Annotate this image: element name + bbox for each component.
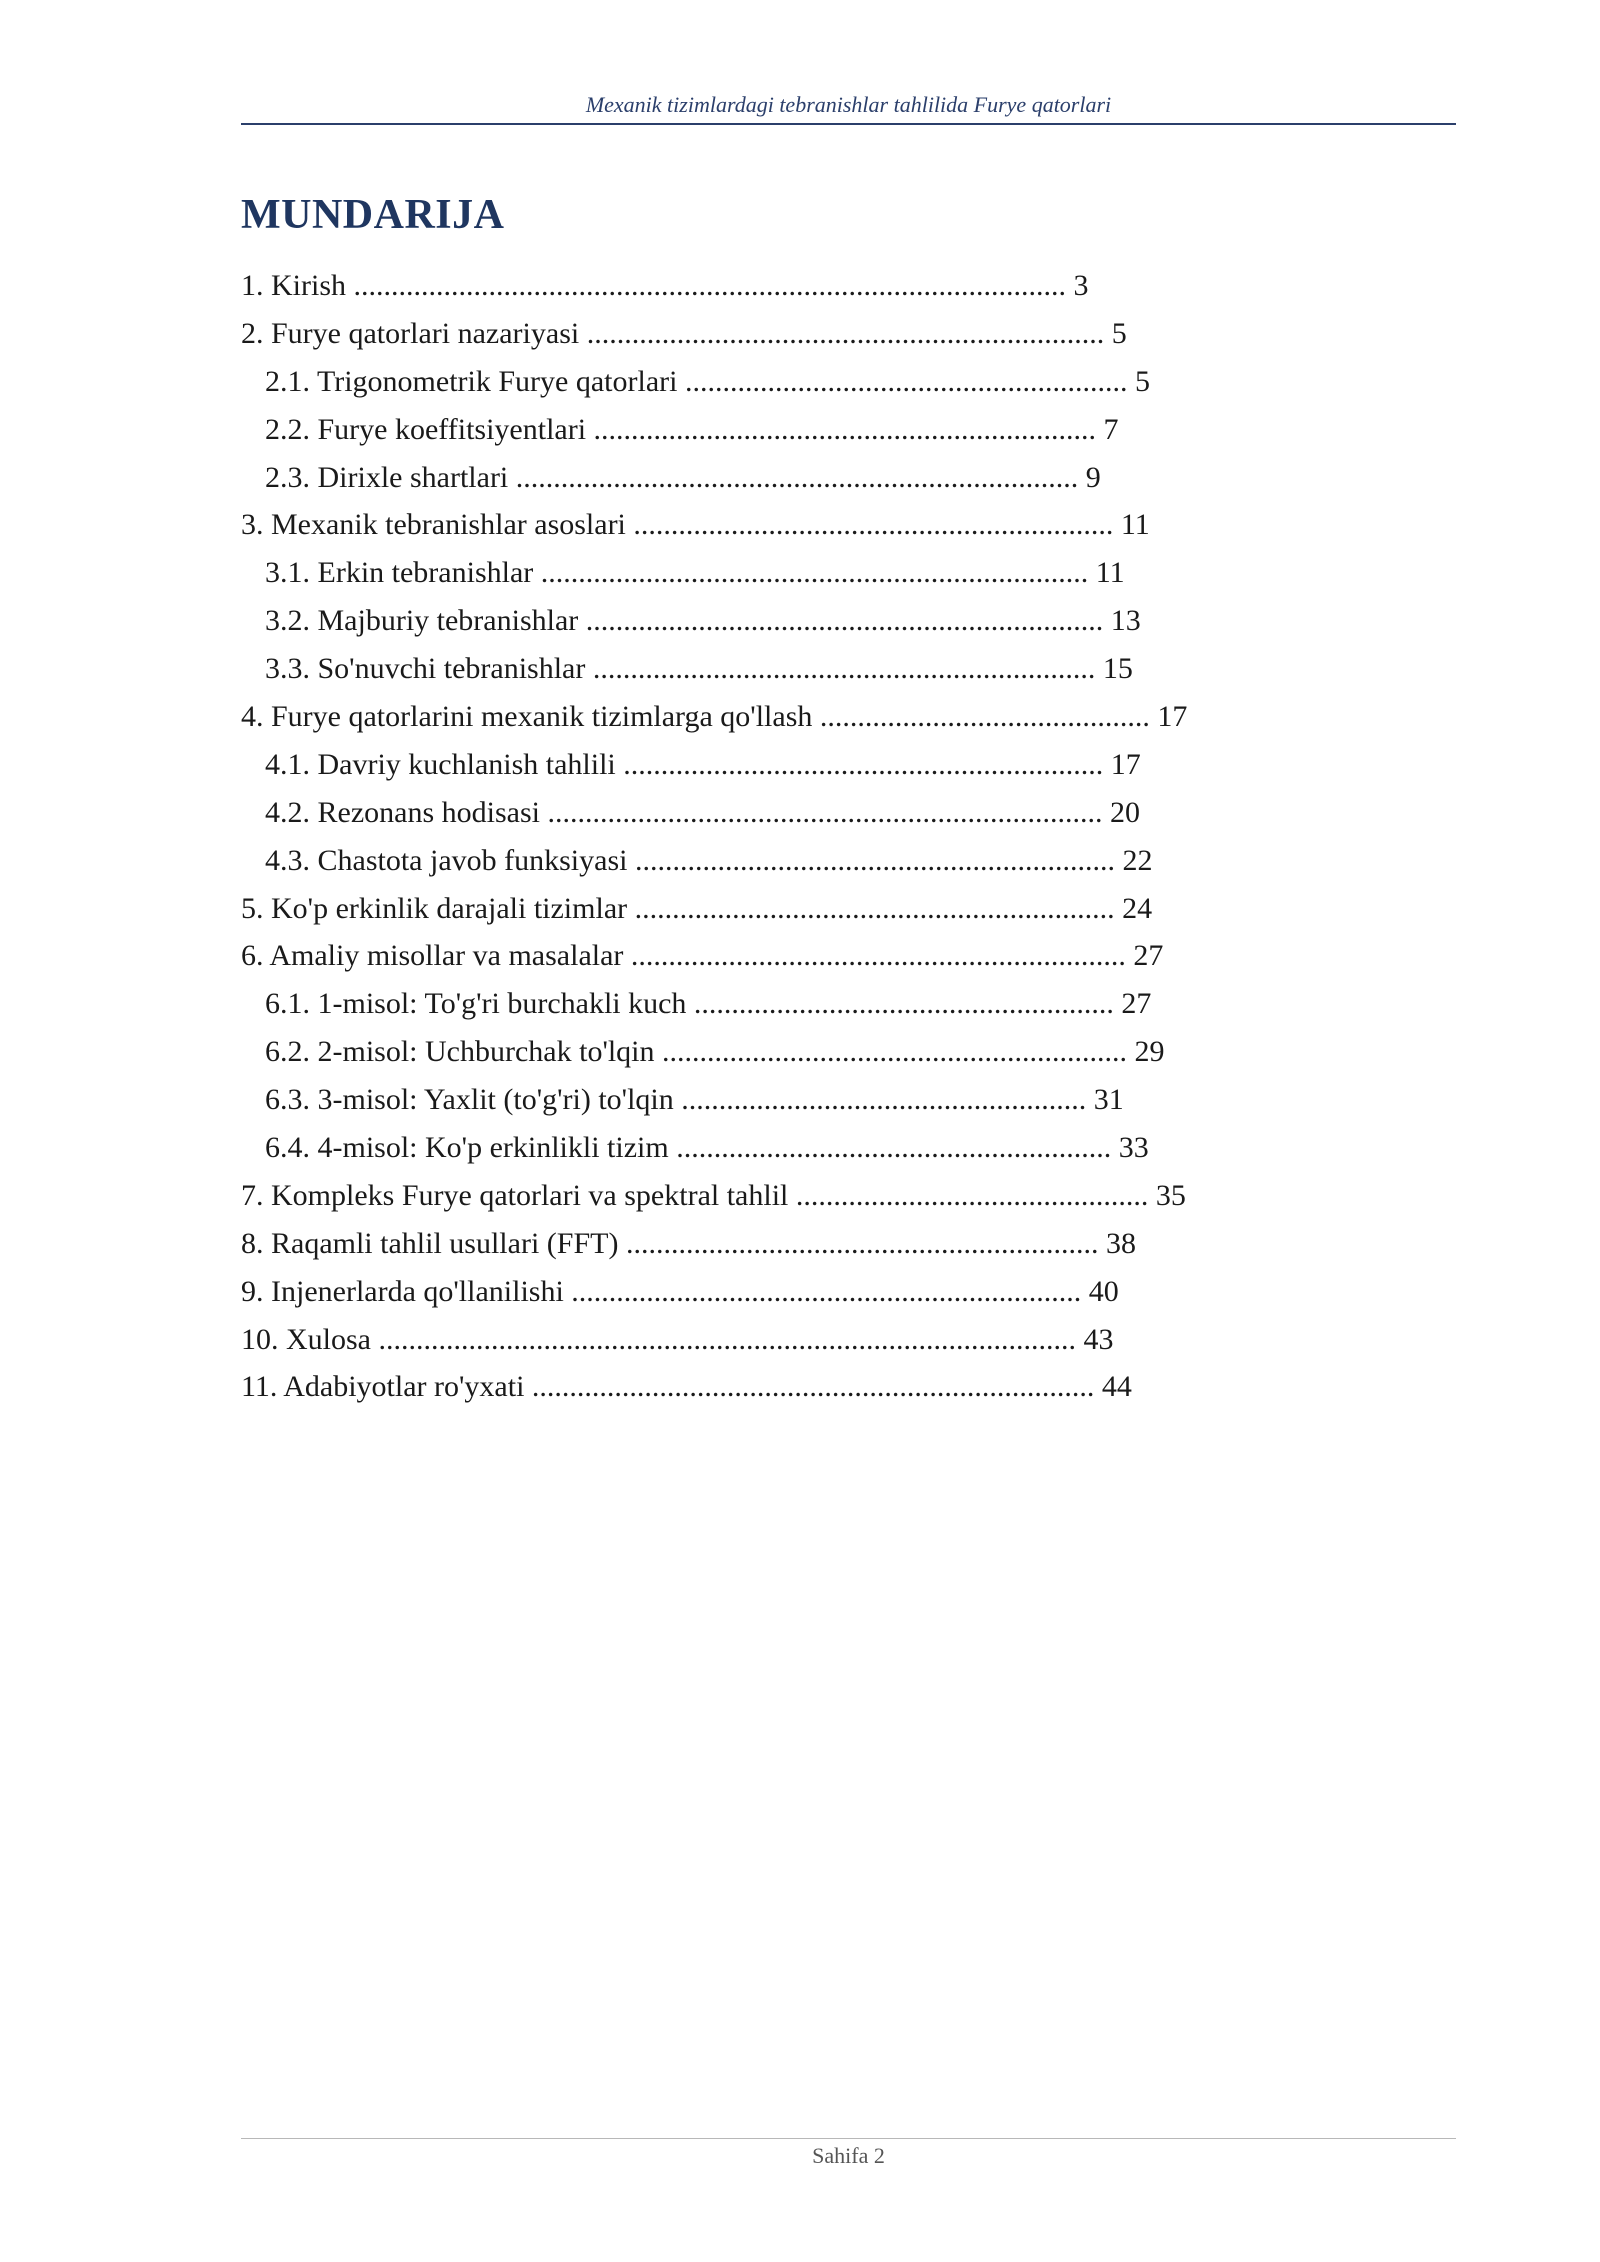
- toc-entry[interactable]: 6. Amaliy misollar va masalalar .................................................................. 27: [241, 939, 1164, 973]
- toc-entry[interactable]: 1. Kirish ............................................................................................... 3: [241, 269, 1089, 302]
- page-number: Sahifa 2: [812, 2143, 885, 2168]
- toc-subentry[interactable]: 2.1. Trigonometrik Furye qatorlari ........................................................... 5: [265, 364, 1150, 398]
- toc-subentry[interactable]: 4.1. Davriy kuchlanish tahlili ................................................................ 17: [265, 747, 1141, 781]
- toc-entry[interactable]: 5. Ko'p erkinlik darajali tizimlar ................................................................ 24: [241, 891, 1153, 925]
- toc-entry[interactable]: 7. Kompleks Furye qatorlari va spektral tahlil ............................................... 35: [241, 1178, 1186, 1212]
- toc-subentry[interactable]: 4.2. Rezonans hodisasi .......................................................................... 20: [265, 795, 1140, 829]
- footer-divider: [241, 2138, 1456, 2139]
- toc-subentry[interactable]: 2.2. Furye koeffitsiyentlari ................................................................... 7: [265, 412, 1119, 446]
- toc-entry[interactable]: 11. Adabiyotlar ro'yxati ........................................................................... 44: [241, 1370, 1132, 1404]
- page-title: MUNDARIJA: [241, 192, 505, 238]
- toc-entry[interactable]: 4. Furye qatorlarini mexanik tizimlarga qo'llash ............................................ 17: [241, 700, 1188, 734]
- toc-subentry[interactable]: 3.2. Majburiy tebranishlar ..................................................................... 13: [265, 604, 1141, 638]
- toc-subentry[interactable]: 6.2. 2-misol: Uchburchak to'lqin .............................................................. 29: [265, 1035, 1165, 1069]
- toc-entry[interactable]: 10. Xulosa ............................................................................................. 43: [241, 1322, 1114, 1356]
- running-header: Mexanik tizimlardagi tebranishlar tahlilida Furye qatorlari: [585, 92, 1112, 117]
- toc-subentry[interactable]: 3.3. So'nuvchi tebranishlar ................................................................... 15: [265, 652, 1133, 686]
- toc-subentry[interactable]: 6.3. 3-misol: Yaxlit (to'g'ri) to'lqin ...................................................... 31: [265, 1083, 1124, 1117]
- header-divider: [241, 123, 1456, 125]
- toc-entry[interactable]: 2. Furye qatorlari nazariyasi ..................................................................... 5: [241, 316, 1127, 350]
- toc-subentry[interactable]: 3.1. Erkin tebranishlar ......................................................................... 11: [265, 556, 1125, 590]
- toc-subentry[interactable]: 6.1. 1-misol: To'g'ri burchakli kuch ........................................................ 27: [265, 987, 1152, 1021]
- toc-subentry[interactable]: 2.3. Dirixle shartlari ........................................................................... 9: [265, 460, 1101, 494]
- toc-subentry[interactable]: 6.4. 4-misol: Ko'p erkinlikli tizim .......................................................... 33: [265, 1131, 1149, 1165]
- table-of-contents: [241, 262, 1341, 1411]
- toc-entry[interactable]: 8. Raqamli tahlil usullari (FFT) ............................................................... 38: [241, 1226, 1136, 1260]
- toc-subentry[interactable]: 4.3. Chastota javob funksiyasi ................................................................ 22: [265, 843, 1153, 877]
- toc-entry[interactable]: 9. Injenerlarda qo'llanilishi .................................................................... 40: [241, 1274, 1119, 1308]
- toc-entry[interactable]: 3. Mexanik tebranishlar asoslari ................................................................ 11: [241, 508, 1150, 542]
